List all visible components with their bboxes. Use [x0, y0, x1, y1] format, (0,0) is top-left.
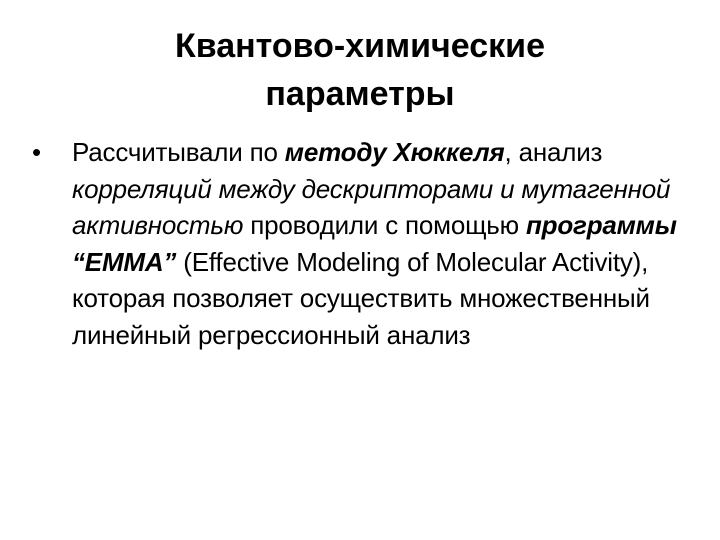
bullet-text-program-emphasis: программы “EMMA”: [72, 210, 677, 277]
bullet-text-correlation-italic: корреляций между дескрипторами и мутагенной активностью: [72, 173, 671, 240]
bullet-text-method-emphasis: методу Хюккеля: [284, 137, 505, 167]
slide-title: [0, 22, 720, 118]
bullet-icon: •: [32, 137, 42, 167]
slide-title-line-1: Квантово-химические: [175, 27, 545, 65]
bullet-text-plain-4: (Effective Modeling of Molecular Activity), которая позволяет осуществить множественный линейный регрессионный анализ: [72, 246, 650, 350]
bullet-text-plain-3: проводили с помощью: [243, 210, 526, 240]
bullet-text-plain-2: , анализ: [504, 137, 603, 167]
slide-title-line-2: параметры: [265, 75, 455, 113]
bullet-item: [32, 134, 692, 353]
bullet-text: [72, 134, 692, 353]
bullet-text-plain-1: Рассчитывали по: [72, 137, 285, 167]
